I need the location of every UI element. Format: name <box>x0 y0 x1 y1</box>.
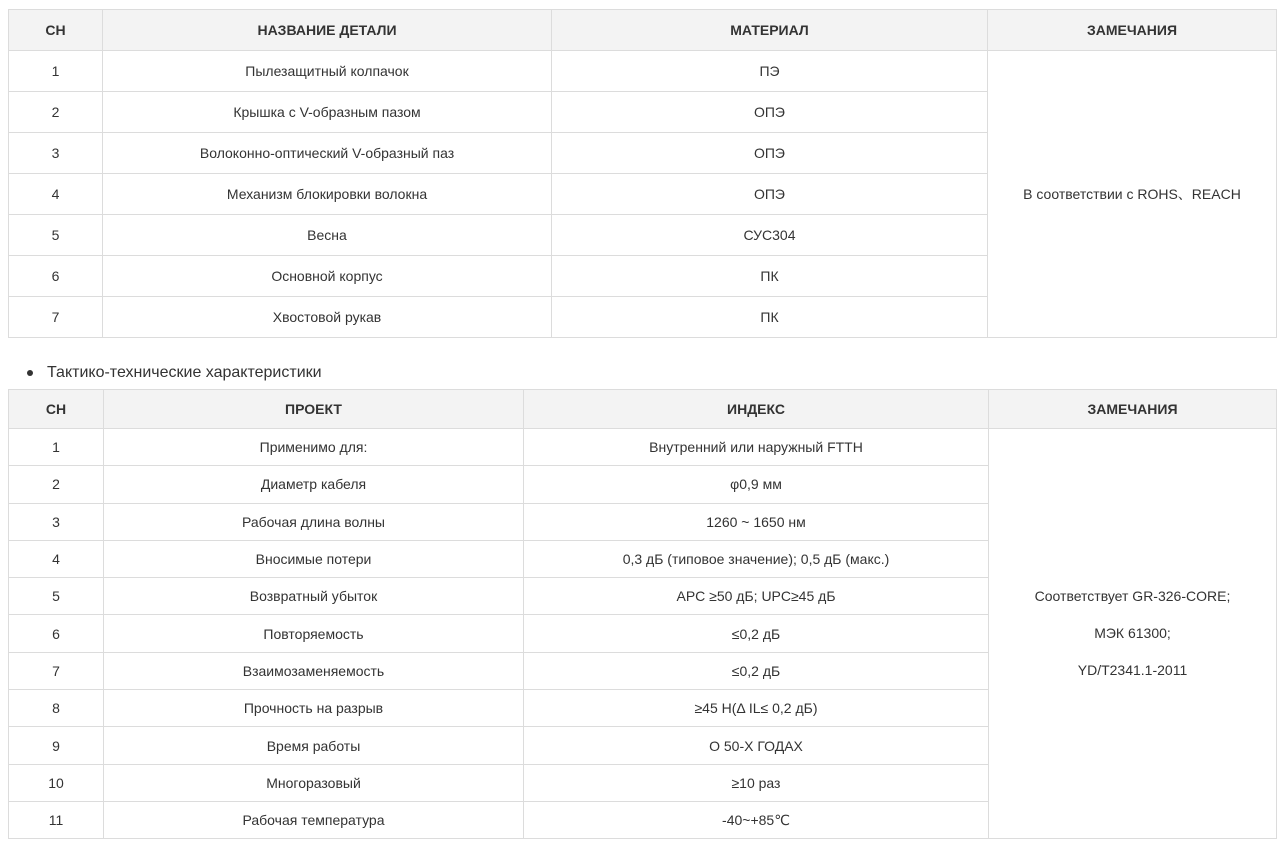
row-number: 8 <box>9 690 104 727</box>
specs-header-row <box>9 390 1277 429</box>
part-name: Механизм блокировки волокна <box>103 174 552 215</box>
materials-table <box>8 9 1277 338</box>
spec-project: Диаметр кабеля <box>104 466 524 503</box>
specs-table <box>8 389 1277 839</box>
header-remarks: ЗАМЕЧАНИЯ <box>989 390 1277 429</box>
row-number: 2 <box>9 466 104 503</box>
spec-index: ≥45 Н(Δ IL≤ 0,2 дБ) <box>524 690 989 727</box>
row-number: 7 <box>9 297 103 338</box>
section-heading-text: Тактико-технические характеристики <box>47 364 322 381</box>
row-number: 10 <box>9 764 104 801</box>
row-number: 3 <box>9 133 103 174</box>
table-row <box>9 51 1277 92</box>
part-name: Пылезащитный колпачок <box>103 51 552 92</box>
row-number: 9 <box>9 727 104 764</box>
header-remarks: ЗАМЕЧАНИЯ <box>988 10 1277 51</box>
bullet-icon <box>27 370 33 376</box>
spec-index: -40~+85℃ <box>524 801 989 838</box>
materials-header-row <box>9 10 1277 51</box>
spec-project: Многоразовый <box>104 764 524 801</box>
spec-index: APC ≥50 дБ; UPC≥45 дБ <box>524 578 989 615</box>
header-sn: СН <box>9 390 104 429</box>
row-number: 5 <box>9 215 103 256</box>
row-number: 2 <box>9 92 103 133</box>
part-name: Крышка с V-образным пазом <box>103 92 552 133</box>
row-number: 11 <box>9 801 104 838</box>
row-number: 7 <box>9 652 104 689</box>
spec-project: Применимо для: <box>104 429 524 466</box>
part-name: Волоконно-оптический V-образный паз <box>103 133 552 174</box>
materials-remarks: В соответствии с ROHS、REACH <box>988 51 1277 338</box>
spec-project: Рабочая длина волны <box>104 503 524 540</box>
spec-index: φ0,9 мм <box>524 466 989 503</box>
part-material: ОПЭ <box>552 174 988 215</box>
row-number: 6 <box>9 256 103 297</box>
spec-index: Внутренний или наружный FTTH <box>524 429 989 466</box>
row-number: 5 <box>9 578 104 615</box>
part-name: Хвостовой рукав <box>103 297 552 338</box>
spec-project: Возвратный убыток <box>104 578 524 615</box>
row-number: 4 <box>9 540 104 577</box>
row-number: 6 <box>9 615 104 652</box>
spec-index: ≤0,2 дБ <box>524 652 989 689</box>
part-name: Весна <box>103 215 552 256</box>
part-name: Основной корпус <box>103 256 552 297</box>
row-number: 1 <box>9 51 103 92</box>
remarks-line: Соответствует GR-326-CORE; <box>1034 588 1231 605</box>
part-material: ОПЭ <box>552 92 988 133</box>
part-material: ПК <box>552 256 988 297</box>
spec-index: ≥10 раз <box>524 764 989 801</box>
header-material: МАТЕРИАЛ <box>552 10 988 51</box>
part-material: ПЭ <box>552 51 988 92</box>
row-number: 3 <box>9 503 104 540</box>
spec-project: Прочность на разрыв <box>104 690 524 727</box>
row-number: 4 <box>9 174 103 215</box>
header-index: ИНДЕКС <box>524 390 989 429</box>
specs-remarks <box>989 429 1277 839</box>
part-material: ОПЭ <box>552 133 988 174</box>
part-material: ПК <box>552 297 988 338</box>
header-project: ПРОЕКТ <box>104 390 524 429</box>
remarks-line: YD/T2341.1-2011 <box>1077 662 1188 679</box>
remarks-line: МЭК 61300; <box>1094 625 1171 642</box>
spec-index: О 50-Х ГОДАХ <box>524 727 989 764</box>
spec-project: Повторяемость <box>104 615 524 652</box>
spec-index: 0,3 дБ (типовое значение); 0,5 дБ (макс.) <box>524 540 989 577</box>
header-part-name: НАЗВАНИЕ ДЕТАЛИ <box>103 10 552 51</box>
table-row <box>9 429 1277 466</box>
row-number: 1 <box>9 429 104 466</box>
spec-project: Взаимозаменяемость <box>104 652 524 689</box>
part-material: СУС304 <box>552 215 988 256</box>
spec-index: ≤0,2 дБ <box>524 615 989 652</box>
spec-project: Вносимые потери <box>104 540 524 577</box>
spec-project: Время работы <box>104 727 524 764</box>
section-heading <box>27 364 322 382</box>
header-sn: СН <box>9 10 103 51</box>
spec-project: Рабочая температура <box>104 801 524 838</box>
spec-index: 1260 ~ 1650 нм <box>524 503 989 540</box>
